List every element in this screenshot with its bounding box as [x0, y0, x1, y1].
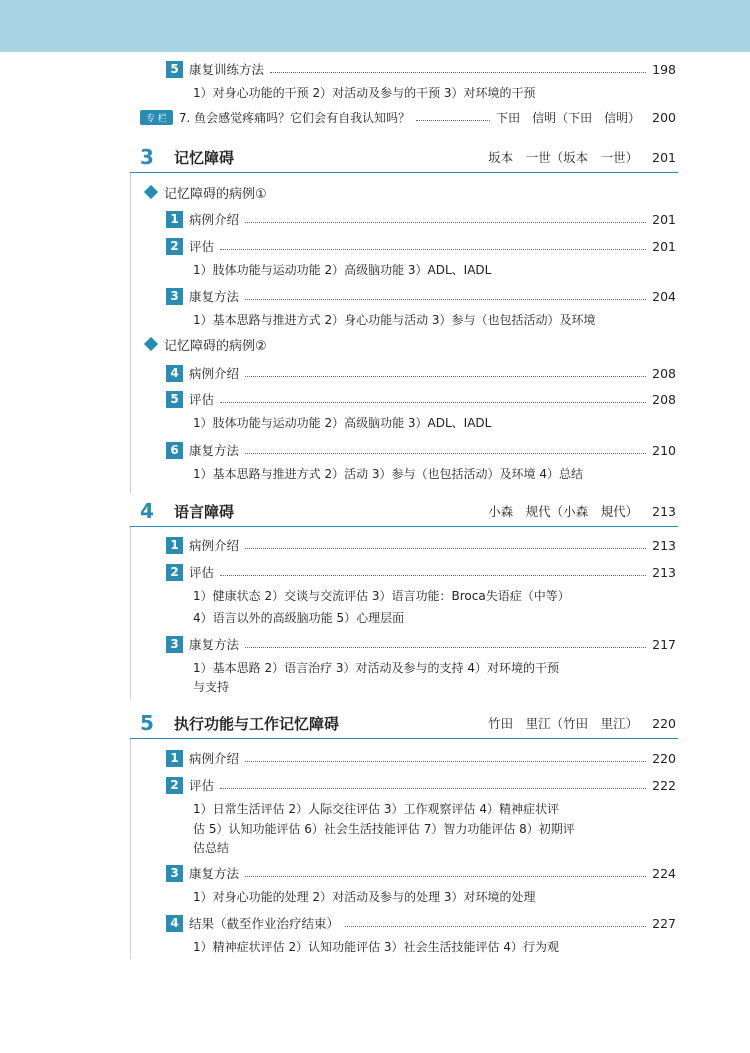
section-title: 评估	[189, 239, 215, 254]
leader-dots	[245, 376, 646, 377]
leader-dots	[245, 876, 646, 877]
toc-entry[interactable]	[166, 236, 676, 256]
section-number: 6	[166, 442, 183, 459]
section-number: 5	[166, 61, 183, 78]
page-number: 201	[652, 211, 676, 227]
leader-dots	[220, 402, 646, 403]
page-number: 208	[652, 391, 676, 407]
section-title: 康复训练方法	[189, 62, 265, 77]
section-number: 2	[166, 238, 183, 255]
chapter-number: 4	[140, 499, 154, 523]
section-title: 病例介绍	[189, 366, 240, 381]
subsection-list: 1）基本思路 2）语言治疗 3）对活动及参与的支持 4）对环境的干预	[193, 661, 559, 675]
page-number: 210	[652, 442, 676, 458]
page-number: 204	[652, 288, 676, 304]
chapter-rule	[130, 738, 678, 739]
section-number: 1	[166, 537, 183, 554]
leader-dots	[345, 926, 646, 927]
page-number: 213	[652, 504, 676, 519]
subsection-list: 1）基本思路与推进方式 2）活动 3）参与（也包括活动）及环境 4）总结	[193, 467, 583, 481]
chapter-heading[interactable]	[140, 498, 676, 524]
case-heading	[146, 182, 267, 202]
toc-entry[interactable]	[166, 535, 676, 555]
page-number: 208	[652, 365, 676, 381]
chapter-author: 竹田 里江（竹田 里江） 220	[488, 716, 676, 731]
chapter-heading[interactable]	[140, 710, 676, 736]
chapter-title: 执行功能与工作记忆障碍	[174, 714, 340, 733]
leader-dots	[270, 72, 646, 73]
page-number: 213	[652, 537, 676, 553]
special-column-entry[interactable]	[140, 108, 676, 126]
section-number: 4	[166, 365, 183, 382]
toc-entry[interactable]	[166, 863, 676, 883]
section-title: 康复方法	[189, 866, 240, 881]
section-title: 评估	[189, 565, 215, 580]
leader-dots	[220, 575, 646, 576]
section-title: 病例介绍	[189, 538, 240, 553]
toc-entry[interactable]	[166, 440, 676, 460]
chapter-title: 语言障碍	[174, 502, 235, 521]
page-number: 201	[652, 150, 676, 165]
page-number: 224	[652, 865, 676, 881]
subsection-list: 1）健康状态 2）交谈与交流评估 3）语言功能：Broca失语症（中等）	[193, 589, 570, 603]
leader-dots	[245, 761, 646, 762]
section-number: 4	[166, 915, 183, 932]
top-header-bar	[0, 0, 750, 52]
page-number: 220	[652, 750, 676, 766]
section-number: 3	[166, 865, 183, 882]
page-number: 222	[652, 777, 676, 793]
chapter-rule	[130, 526, 678, 527]
section-number: 3	[166, 636, 183, 653]
page-number: 227	[652, 915, 676, 931]
toc-entry[interactable]	[166, 59, 676, 79]
page-number: 198	[652, 61, 676, 77]
subsection-list: 1）肢体功能与运动功能 2）高级脑功能 3）ADL、IADL	[193, 416, 492, 430]
subsection-list: 1）精神症状评估 2）认知功能评估 3）社会生活技能评估 4）行为观	[193, 940, 559, 954]
toc-entry[interactable]	[166, 389, 676, 409]
page-number: 201	[652, 238, 676, 254]
leader-dots	[220, 788, 646, 789]
chapter-number: 5	[140, 711, 154, 735]
chapter-rule	[130, 172, 678, 173]
section-title: 康复方法	[189, 637, 240, 652]
toc-entry[interactable]	[166, 913, 676, 933]
toc-entry[interactable]	[166, 209, 676, 229]
subsection-list: 1）基本思路与推进方式 2）身心功能与活动 3）参与（也包括活动）及环境	[193, 313, 596, 327]
toc-entry[interactable]	[166, 775, 676, 795]
leader-dots	[220, 249, 646, 250]
page-number: 200	[652, 109, 676, 125]
subsection-list: 1）日常生活评估 2）人际交往评估 3）工作观察评估 4）精神症状评	[193, 802, 559, 816]
section-title: 康复方法	[189, 443, 240, 458]
chapter-side-line	[130, 173, 131, 493]
toc-entry[interactable]	[166, 634, 676, 654]
leader-dots	[416, 120, 490, 121]
subsection-list: 与支持	[193, 680, 230, 694]
subsection-list: 估 5）认知功能评估 6）社会生活技能评估 7）智力功能评估 8）初期评	[193, 822, 575, 836]
diamond-icon	[144, 185, 158, 199]
section-title: 病例介绍	[189, 212, 240, 227]
subsection-list: 1）对身心功能的干预 2）对活动及参与的干预 3）对环境的干预	[193, 86, 536, 100]
toc-entry[interactable]	[166, 286, 676, 306]
chapter-author: 坂本 一世（坂本 一世） 201	[488, 150, 676, 165]
chapter-side-line	[130, 739, 131, 959]
toc-entry[interactable]	[166, 562, 676, 582]
subsection-list: 1）肢体功能与运动功能 2）高级脑功能 3）ADL、IADL	[193, 263, 492, 277]
section-title: 病例介绍	[189, 751, 240, 766]
case-title: 记忆障碍的病例②	[164, 338, 267, 354]
section-number: 1	[166, 211, 183, 228]
section-title: 结果（截至作业治疗结束）	[189, 916, 340, 931]
special-column-badge: 专 栏	[140, 110, 173, 125]
subsection-list: 4）语言以外的高级脑功能 5）心理层面	[193, 611, 405, 625]
chapter-heading[interactable]	[140, 144, 676, 170]
section-title: 康复方法	[189, 289, 240, 304]
toc-entry[interactable]	[166, 363, 676, 383]
section-number: 1	[166, 750, 183, 767]
subsection-list: 估总结	[193, 841, 230, 855]
section-title: 评估	[189, 392, 215, 407]
leader-dots	[245, 647, 646, 648]
page-number: 213	[652, 564, 676, 580]
section-number: 5	[166, 391, 183, 408]
special-column-title: 7. 鱼会感觉疼痛吗？它们会有自我认知吗？	[178, 110, 411, 125]
chapter-title: 记忆障碍	[174, 148, 235, 167]
chapter-author: 小森 规代（小森 規代） 213	[488, 504, 676, 519]
leader-dots	[245, 222, 646, 223]
leader-dots	[245, 453, 646, 454]
subsection-list: 1）对身心功能的处理 2）对活动及参与的处理 3）对环境的处理	[193, 890, 536, 904]
section-number: 2	[166, 777, 183, 794]
leader-dots	[245, 548, 646, 549]
special-column-author: 下田 信明（下田 信明）	[496, 110, 641, 125]
section-title: 评估	[189, 778, 215, 793]
section-number: 2	[166, 564, 183, 581]
toc-entry[interactable]	[166, 748, 676, 768]
case-heading	[146, 334, 267, 354]
chapter-number: 3	[140, 145, 154, 169]
section-number: 3	[166, 288, 183, 305]
case-title: 记忆障碍的病例①	[164, 186, 267, 202]
diamond-icon	[144, 337, 158, 351]
chapter-side-line	[130, 527, 131, 699]
leader-dots	[245, 299, 646, 300]
page-number: 220	[652, 716, 676, 731]
page-number: 217	[652, 636, 676, 652]
